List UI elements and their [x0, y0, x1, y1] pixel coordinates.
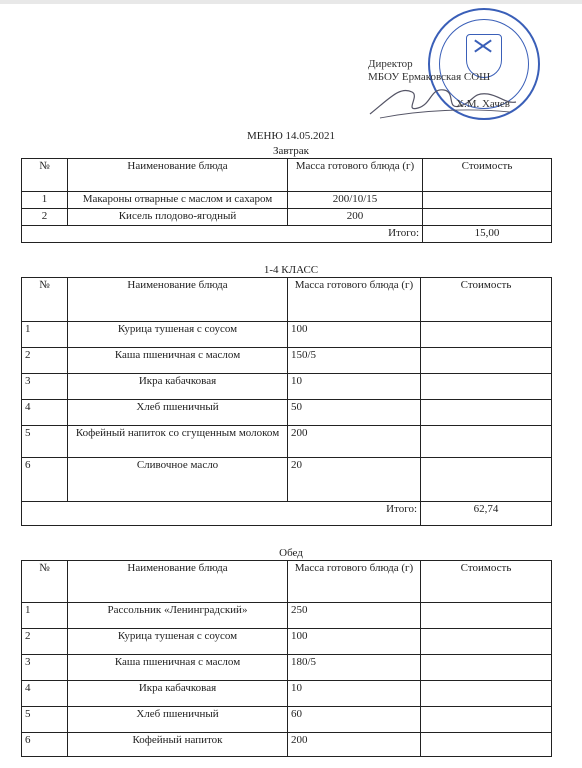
- total-value: 15,00: [423, 226, 552, 243]
- table-row: 2 Курица тушеная с соусом 100: [22, 629, 552, 655]
- table-row: 2 Кисель плодово-ягодный 200: [22, 209, 552, 226]
- header-mass: Массa готового блюда (г): [288, 159, 423, 192]
- lunch-table: [21, 560, 552, 757]
- top-strip: [0, 0, 582, 4]
- section-title-lunch: Обед: [279, 547, 303, 559]
- table-row: 1 Курица тушеная с соусом 100: [22, 322, 552, 348]
- table-row: 5 Хлеб пшеничный 60: [22, 707, 552, 733]
- section-title-class-1-4: 1-4 КЛАСС: [263, 264, 319, 276]
- section-title-breakfast: Завтрак: [273, 145, 309, 157]
- breakfast-table: [21, 158, 552, 243]
- table-header-row: № Наименование блюда Массa готового блюда (г) Стоимость: [22, 278, 552, 322]
- header-num: №: [22, 159, 68, 192]
- total-row: [22, 502, 552, 526]
- header-name: Наименование блюда: [68, 159, 288, 192]
- table-row: 1 Рассольник «Ленинградский» 250: [22, 603, 552, 629]
- table-row: 1 Макароны отварные с маслом и сахаром 200/10/15: [22, 192, 552, 209]
- table-row: 4 Хлеб пшеничный 50: [22, 400, 552, 426]
- class-1-4-table: [21, 277, 552, 526]
- table-row: 6 Кофейный напиток 200: [22, 733, 552, 757]
- table-row: 2 Каша пшеничная с маслом 150/5: [22, 348, 552, 374]
- total-label: Итого:: [22, 502, 421, 526]
- director-name: Х.М. Хачев: [456, 98, 510, 110]
- menu-title: МЕНЮ 14.05.2021: [247, 130, 335, 142]
- table-row: 3 Каша пшеничная с маслом 180/5: [22, 655, 552, 681]
- total-label: Итого:: [22, 226, 423, 243]
- total-value: 62,74: [421, 502, 552, 526]
- school-name: МБОУ Ермаковская СОШ: [368, 71, 491, 83]
- director-title: Директор: [368, 58, 413, 70]
- approval-block: [360, 8, 580, 128]
- total-row: [22, 226, 552, 243]
- table-header-row: [22, 159, 552, 192]
- table-row: 3 Икра кабачковая 10: [22, 374, 552, 400]
- table-row: 4 Икра кабачковая 10: [22, 681, 552, 707]
- table-header-row: № Наименование блюда Массa готового блюда (г) Стоимость: [22, 561, 552, 603]
- table-row: 5 Кофейный напиток со сгущенным молоком 200: [22, 426, 552, 458]
- table-row: 6 Сливочное масло 20: [22, 458, 552, 502]
- header-cost: Стоимость: [423, 159, 552, 192]
